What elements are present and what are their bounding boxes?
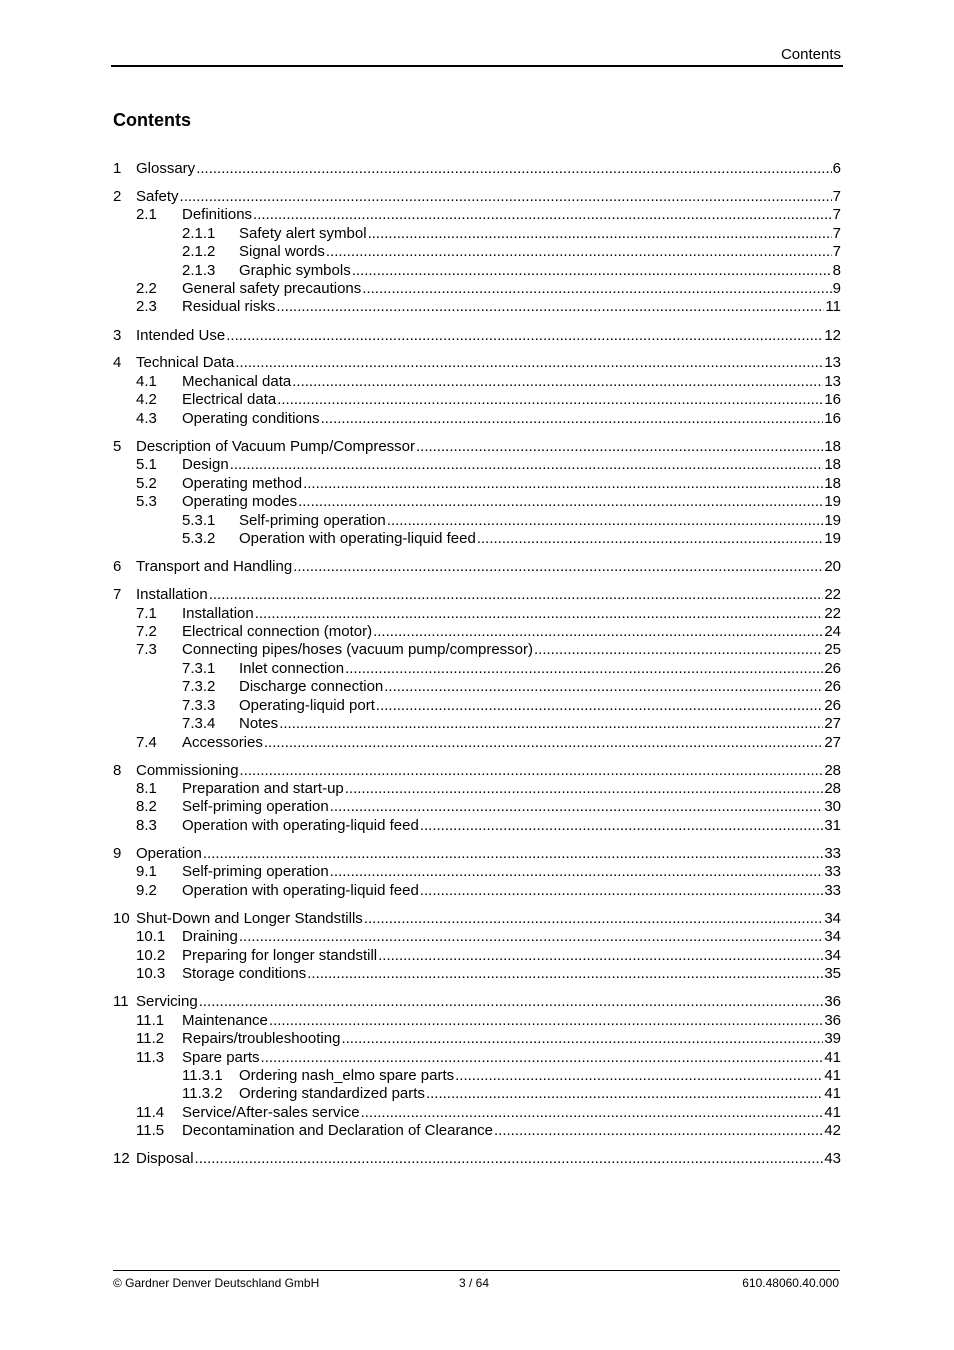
toc-entry[interactable] (182, 660, 841, 678)
toc-entry[interactable] (113, 558, 841, 576)
toc-entry-title: Transport and Handling (136, 558, 293, 575)
toc-entry[interactable] (113, 845, 841, 863)
toc-entry-page: 25 (824, 641, 841, 658)
toc-dot-leader (253, 206, 832, 224)
toc-dot-leader (298, 493, 823, 511)
toc-entry[interactable] (136, 391, 841, 409)
toc-dot-leader (196, 160, 831, 178)
toc-entry[interactable] (136, 1030, 841, 1048)
toc-entry-page: 22 (824, 586, 841, 603)
toc-entry-title: Ordering nash_elmo spare parts (239, 1067, 455, 1084)
toc-entry-number: 11.2 (136, 1030, 165, 1047)
toc-entry[interactable] (113, 327, 841, 345)
toc-entry-title: Disposal (136, 1150, 194, 1167)
toc-entry-number: 5.3.1 (182, 512, 216, 529)
toc-entry-page: 7 (832, 225, 841, 242)
toc-dot-leader (203, 845, 823, 863)
toc-entry-number: 5.3 (136, 493, 157, 510)
toc-entry-page: 18 (824, 456, 841, 473)
toc-dot-leader (364, 910, 824, 928)
toc-entry-number: 9.2 (136, 882, 157, 899)
toc-dot-leader (240, 762, 824, 780)
toc-dot-leader (303, 475, 823, 493)
toc-entry[interactable] (182, 225, 841, 243)
toc-entry-number: 5.3.2 (182, 530, 216, 547)
toc-entry-number: 10.2 (136, 947, 166, 964)
toc-entry-page: 19 (824, 493, 841, 510)
toc-entry-title: Commissioning (136, 762, 239, 779)
toc-entry-title: Shut-Down and Longer Standstills (136, 910, 363, 927)
footer-copyright: © Gardner Denver Deutschland GmbH (113, 1276, 320, 1290)
toc-dot-leader (378, 947, 823, 965)
toc-entry[interactable] (182, 1067, 841, 1085)
toc-entry-page: 22 (824, 605, 841, 622)
toc-entry-page: 36 (824, 1012, 841, 1029)
toc-entry[interactable] (136, 206, 841, 224)
toc-entry-title: Signal words (239, 243, 325, 260)
toc-dot-leader (494, 1122, 823, 1140)
toc-dot-leader (269, 1012, 823, 1030)
footer-document-number: 610.48060.40.000 (742, 1276, 839, 1290)
toc-entry-page: 33 (824, 882, 841, 899)
toc-entry-page: 6 (832, 160, 841, 177)
toc-entry-title: Servicing (136, 993, 198, 1010)
toc-dot-leader (345, 780, 824, 798)
toc-entry-number: 8.2 (136, 798, 157, 815)
toc-entry-page: 28 (824, 762, 841, 779)
toc-dot-leader (362, 280, 831, 298)
toc-entry-number: 7 (113, 586, 122, 603)
toc-dot-leader (368, 225, 832, 243)
toc-entry[interactable] (113, 993, 841, 1011)
toc-dot-leader (376, 697, 823, 715)
toc-entry-title: Connecting pipes/hoses (vacuum pump/compressor) (182, 641, 533, 658)
toc-dot-leader (420, 882, 823, 900)
toc-entry-title: Graphic symbols (239, 262, 351, 279)
toc-entry-title: Definitions (182, 206, 253, 223)
toc-entry-page: 36 (824, 993, 841, 1010)
toc-entry-page: 27 (824, 715, 841, 732)
toc-dot-leader (534, 641, 823, 659)
toc-dot-leader (387, 512, 824, 530)
page-title: Contents (113, 110, 191, 130)
toc-entry-page: 41 (824, 1085, 841, 1102)
toc-entry[interactable] (136, 623, 841, 641)
toc-entry-title: Installation (182, 605, 254, 622)
toc-dot-leader (230, 456, 824, 474)
toc-dot-leader (292, 373, 823, 391)
toc-entry-title: Electrical connection (motor) (182, 623, 373, 640)
toc-entry[interactable] (113, 188, 841, 206)
toc-entry[interactable] (113, 910, 841, 928)
toc-entry-number: 10.3 (136, 965, 166, 982)
toc-entry-number: 4.2 (136, 391, 157, 408)
toc-entry-page: 35 (824, 965, 841, 982)
toc-entry[interactable] (182, 530, 841, 548)
toc-dot-leader (416, 438, 823, 456)
toc-entry[interactable] (136, 1122, 841, 1140)
toc-entry-page: 7 (832, 206, 841, 223)
toc-entry[interactable] (136, 280, 841, 298)
toc-entry-page: 7 (832, 243, 841, 260)
toc-entry-title: Storage conditions (182, 965, 307, 982)
toc-entry[interactable] (136, 947, 841, 965)
toc-entry-page: 18 (824, 438, 841, 455)
toc-entry[interactable] (182, 678, 841, 696)
toc-dot-leader (209, 586, 824, 604)
toc-entry-title: Self-priming operation (182, 798, 329, 815)
toc-entry[interactable] (182, 262, 841, 280)
toc-entry-title: General safety precautions (182, 280, 362, 297)
toc-entry-number: 8.3 (136, 817, 157, 834)
toc-entry-page: 26 (824, 678, 841, 695)
toc-entry-number: 2.1 (136, 206, 157, 223)
toc-entry[interactable] (113, 586, 841, 604)
toc-entry-title: Safety (136, 188, 179, 205)
toc-entry-number: 1 (113, 160, 122, 177)
toc-entry-title: Design (182, 456, 229, 473)
toc-entry-page: 18 (824, 475, 841, 492)
toc-entry-title: Operation with operating-liquid feed (239, 530, 476, 547)
toc-entry-page: 24 (824, 623, 841, 640)
toc-entry-number: 5.1 (136, 456, 157, 473)
toc-entry-number: 2 (113, 188, 122, 205)
toc-entry[interactable] (136, 641, 841, 659)
footer-page-number: 3 / 64 (459, 1276, 490, 1290)
toc-entry-title: Intended Use (136, 327, 226, 344)
toc-entry-page: 43 (824, 1150, 841, 1167)
toc-entry[interactable] (182, 697, 841, 715)
toc-entry-page: 8 (832, 262, 841, 279)
toc-entry-title: Decontamination and Declaration of Clearance (182, 1122, 494, 1139)
toc-entry-title: Inlet connection (239, 660, 345, 677)
toc-dot-leader (195, 1150, 824, 1168)
toc-dot-leader (235, 354, 823, 372)
toc-entry-title: Glossary (136, 160, 196, 177)
toc-entry-title: Electrical data (182, 391, 277, 408)
toc-dot-leader (321, 410, 824, 428)
toc-entry-title: Operating method (182, 475, 303, 492)
toc-entry[interactable] (182, 243, 841, 261)
toc-entry-page: 34 (824, 910, 841, 927)
toc-entry-number: 2.2 (136, 280, 157, 297)
toc-entry-page: 39 (824, 1030, 841, 1047)
toc-entry-number: 5.2 (136, 475, 157, 492)
toc-entry-page: 11 (825, 298, 841, 315)
toc-entry-number: 7.3.1 (182, 660, 216, 677)
toc-entry-number: 4.1 (136, 373, 157, 390)
toc-entry[interactable] (136, 373, 841, 391)
toc-entry-page: 33 (824, 845, 841, 862)
toc-entry[interactable] (113, 1150, 841, 1168)
toc-entry-page: 20 (824, 558, 841, 575)
toc-entry-page: 13 (824, 373, 841, 390)
toc-entry-title: Operating modes (182, 493, 298, 510)
toc-dot-leader (477, 530, 823, 548)
toc-entry-title: Draining (182, 928, 238, 945)
toc-entry-page: 7 (832, 188, 841, 205)
toc-entry[interactable] (136, 734, 841, 752)
toc-dot-leader (293, 558, 823, 576)
footer-rule (113, 1270, 840, 1271)
toc-entry-title: Discharge connection (239, 678, 384, 695)
toc-entry-number: 4.3 (136, 410, 157, 427)
toc-entry-title: Mechanical data (182, 373, 292, 390)
toc-dot-leader (455, 1067, 823, 1085)
toc-entry-title: Technical Data (136, 354, 235, 371)
toc-entry-number: 7.4 (136, 734, 157, 751)
toc-entry[interactable] (136, 493, 841, 511)
toc-entry[interactable] (113, 160, 841, 178)
toc-entry-page: 16 (824, 410, 841, 427)
toc-entry[interactable] (136, 882, 841, 900)
toc-entry-number: 8.1 (136, 780, 157, 797)
toc-dot-leader (330, 798, 824, 816)
toc-dot-leader (426, 1085, 823, 1103)
toc-dot-leader (352, 262, 832, 280)
toc-dot-leader (264, 734, 823, 752)
toc-entry[interactable] (113, 762, 841, 780)
toc-entry-number: 4 (113, 354, 122, 371)
toc-dot-leader (180, 188, 832, 206)
toc-dot-leader (373, 623, 823, 641)
toc-entry-page: 16 (824, 391, 841, 408)
toc-entry-page: 12 (824, 327, 841, 344)
toc-entry-title: Accessories (182, 734, 263, 751)
toc-entry-number: 8 (113, 762, 122, 779)
toc-entry-number: 7.3.4 (182, 715, 216, 732)
toc-entry[interactable] (136, 798, 841, 816)
toc-entry-number: 6 (113, 558, 122, 575)
toc-entry[interactable] (136, 817, 841, 835)
toc-entry-title: Repairs/troubleshooting (182, 1030, 341, 1047)
toc-entry-page: 30 (824, 798, 841, 815)
toc-entry[interactable] (136, 1012, 841, 1030)
toc-dot-leader (277, 391, 823, 409)
toc-entry-number: 10.1 (136, 928, 166, 945)
toc-entry-title: Safety alert symbol (239, 225, 367, 242)
toc-entry-title: Ordering standardized parts (239, 1085, 425, 1102)
toc-entry-number: 2.1.3 (182, 262, 216, 279)
toc-entry-title: Service/After-sales service (182, 1104, 360, 1121)
toc-entry[interactable] (136, 965, 841, 983)
toc-entry[interactable] (136, 410, 841, 428)
toc-entry[interactable] (136, 863, 841, 881)
toc-dot-leader (341, 1030, 823, 1048)
toc-entry[interactable] (182, 1085, 841, 1103)
toc-dot-leader (199, 993, 824, 1011)
toc-entry-title: Operation with operating-liquid feed (182, 882, 419, 899)
toc-entry-title: Maintenance (182, 1012, 268, 1029)
toc-entry-title: Preparing for longer standstill (182, 947, 378, 964)
toc-entry-number: 11.5 (136, 1122, 165, 1139)
toc-entry-title: Description of Vacuum Pump/Compressor (136, 438, 415, 455)
toc-entry-title: Operating conditions (182, 410, 320, 427)
header-title: Contents (780, 46, 841, 63)
toc-dot-leader (255, 605, 824, 623)
toc-dot-leader (276, 298, 824, 316)
toc-dot-leader (384, 678, 823, 696)
toc-entry-number: 7.3 (136, 641, 157, 658)
toc-dot-leader (279, 715, 823, 733)
toc-dot-leader (261, 1049, 824, 1067)
toc-entry-page: 34 (824, 928, 841, 945)
toc-entry-page: 34 (824, 947, 841, 964)
toc-dot-leader (226, 327, 823, 345)
toc-entry-page: 19 (824, 530, 841, 547)
toc-entry-page: 42 (824, 1122, 841, 1139)
toc-entry-number: 9 (113, 845, 122, 862)
toc-entry-page: 41 (824, 1104, 841, 1121)
toc-entry[interactable] (136, 298, 841, 316)
toc-entry-page: 26 (824, 660, 841, 677)
toc-dot-leader (239, 928, 823, 946)
toc-dot-leader (420, 817, 823, 835)
toc-entry-title: Preparation and start-up (182, 780, 344, 797)
toc-entry[interactable] (136, 1104, 841, 1122)
toc-entry-title: Installation (136, 586, 208, 603)
toc-entry-title: Operation (136, 845, 202, 862)
toc-entry-title: Operating-liquid port (239, 697, 375, 714)
toc-entry-number: 7.1 (136, 605, 157, 622)
toc-entry[interactable] (182, 715, 841, 733)
toc-entry-number: 9.1 (136, 863, 157, 880)
toc-entry-page: 26 (824, 697, 841, 714)
toc-entry[interactable] (113, 438, 841, 456)
toc-entry-number: 7.3.2 (182, 678, 216, 695)
toc-entry[interactable] (136, 456, 841, 474)
toc-dot-leader (345, 660, 823, 678)
toc-dot-leader (307, 965, 823, 983)
toc-entry-title: Residual risks (182, 298, 276, 315)
toc-entry-page: 27 (824, 734, 841, 751)
toc-entry-page: 33 (824, 863, 841, 880)
toc-entry-page: 19 (824, 512, 841, 529)
toc-entry[interactable] (136, 780, 841, 798)
toc-entry-number: 2.1.2 (182, 243, 216, 260)
toc-dot-leader (361, 1104, 824, 1122)
toc-entry[interactable] (136, 1049, 841, 1067)
toc-entry[interactable] (182, 512, 841, 530)
toc-dot-leader (330, 863, 824, 881)
toc-entry-page: 13 (824, 354, 841, 371)
toc-entry-number: 11.1 (136, 1012, 165, 1029)
toc-entry-page: 41 (824, 1049, 841, 1066)
toc-entry[interactable] (136, 475, 841, 493)
toc-entry-page: 28 (824, 780, 841, 797)
toc-entry-number: 2.1.1 (182, 225, 216, 242)
toc-entry-number: 11.3.2 (182, 1085, 223, 1102)
toc-dot-leader (326, 243, 832, 261)
toc-entry-number: 12 (113, 1150, 130, 1167)
toc-entry-title: Self-priming operation (182, 863, 329, 880)
toc-entry-number: 5 (113, 438, 122, 455)
toc-entry-page: 9 (832, 280, 841, 297)
toc-entry-title: Self-priming operation (239, 512, 386, 529)
toc-entry-number: 11 (113, 993, 129, 1010)
toc-entry-number: 7.3.3 (182, 697, 216, 714)
toc-entry-title: Notes (239, 715, 279, 732)
toc-entry-number: 11.3.1 (182, 1067, 223, 1084)
toc-entry-page: 31 (824, 817, 841, 834)
toc-entry-number: 10 (113, 910, 130, 927)
toc-entry[interactable] (136, 605, 841, 623)
toc-entry-number: 2.3 (136, 298, 157, 315)
toc-entry-number: 7.2 (136, 623, 157, 640)
toc-entry-title: Operation with operating-liquid feed (182, 817, 419, 834)
toc-entry-title: Spare parts (182, 1049, 260, 1066)
toc-entry[interactable] (113, 354, 841, 372)
toc-entry-page: 41 (824, 1067, 841, 1084)
toc-entry-number: 3 (113, 327, 122, 344)
toc-entry-number: 11.4 (136, 1104, 165, 1121)
toc-entry-number: 11.3 (136, 1049, 165, 1066)
toc-entry[interactable] (136, 928, 841, 946)
